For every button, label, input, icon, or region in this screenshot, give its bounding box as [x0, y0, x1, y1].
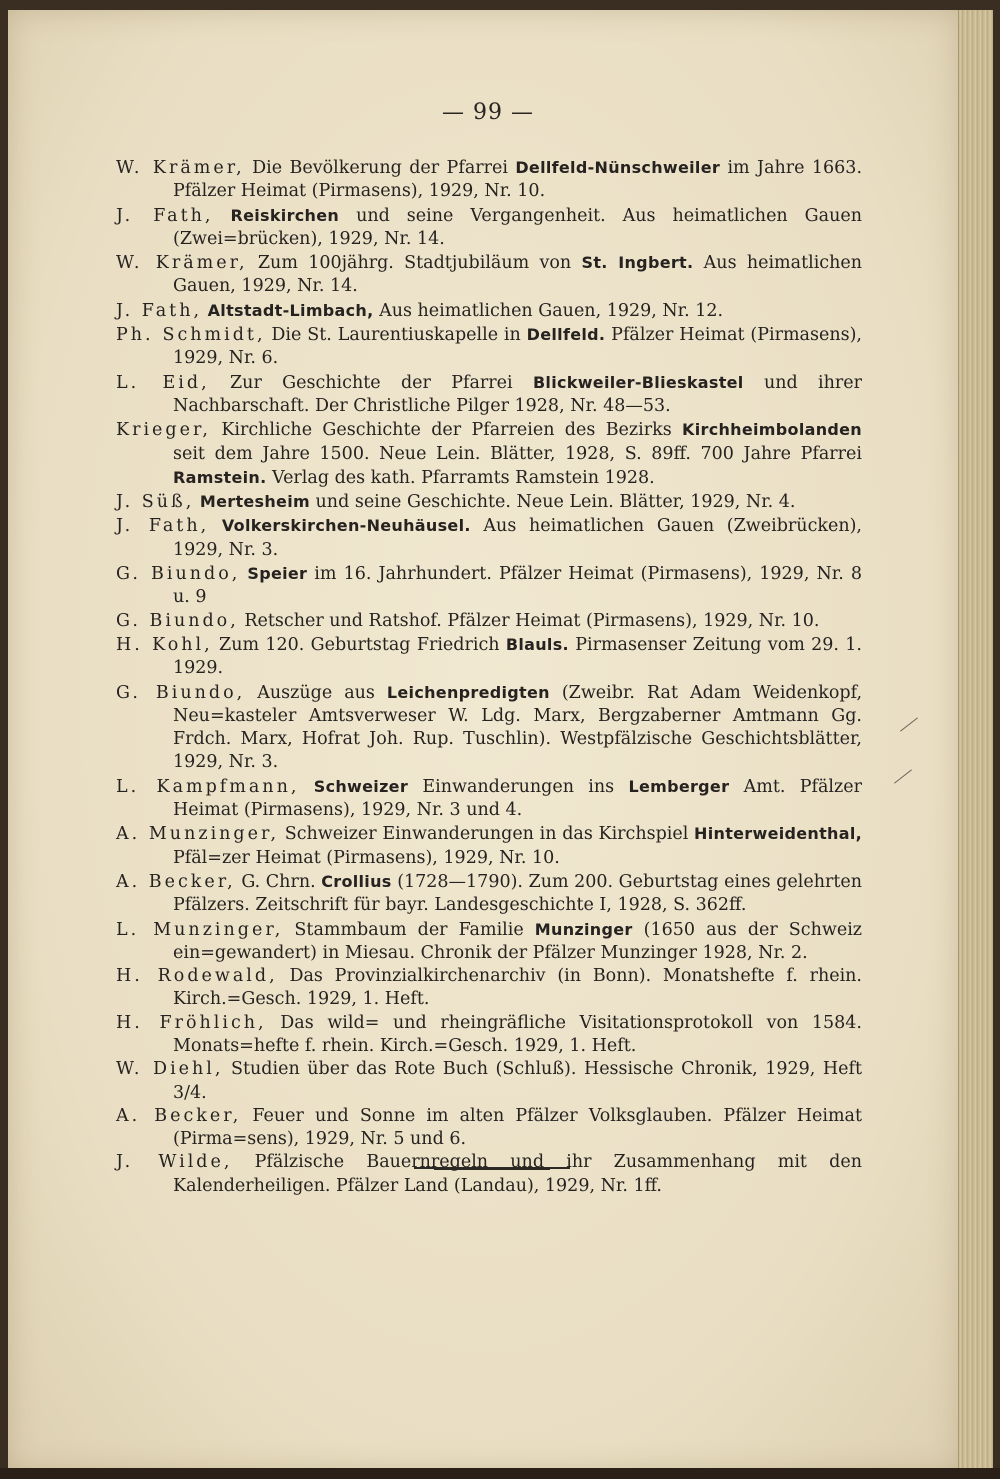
bibliography-entry	[116, 1105, 862, 1152]
bibliography-entry	[116, 490, 862, 514]
entry-place-name: Hinterweidenthal,	[694, 824, 862, 844]
entry-author: Krieger,	[116, 420, 211, 441]
entry-author: W. Krämer,	[116, 253, 248, 274]
bibliography-entry	[116, 514, 862, 562]
entry-place-name: Munzinger	[534, 919, 633, 939]
entry-text: Studien über das Rote Buch (Schluß). Hessische Chronik, 1929, Heft 3/4.	[173, 1059, 862, 1103]
entry-author: L. Eid,	[116, 372, 210, 393]
entry-author: H. Kohl,	[116, 634, 213, 655]
entry-author: G. Biundo,	[116, 610, 239, 631]
bibliography-entry	[116, 204, 862, 252]
bibliography-list	[116, 156, 862, 1198]
entry-text: Aus heimatlichen Gauen, 1929, Nr. 12.	[373, 300, 724, 321]
entry-text: Amt. Pfälzer Heimat (Pirmasens), 1929, Nr. 3 und 4.	[173, 776, 862, 821]
entry-text: Kirchliche Geschichte der Pfarreien des Bezirks	[210, 420, 683, 441]
entry-author: L. Munzinger,	[116, 919, 284, 940]
entry-text: Die St. Laurentiuskapelle in	[265, 325, 527, 346]
entry-author: J. Wilde,	[116, 1152, 233, 1173]
entry-place-name: Kirchheimbolanden	[682, 420, 862, 440]
page-edge	[958, 10, 993, 1472]
entry-text: und seine Geschichte. Neue Lein. Blätter, 1929, Nr. 4.	[309, 492, 796, 513]
entry-text: Aus heimatlichen Gauen (Zweibrücken), 1929, Nr. 3.	[173, 516, 862, 560]
entry-place-name: Blickweiler-Blieskastel	[532, 372, 744, 392]
entry-author: W. Krämer,	[116, 158, 245, 178]
entry-place-name: Schweizer	[313, 776, 409, 796]
entry-text: Feuer und Sonne im alten Pfälzer Volksglauben. Pfälzer Heimat (Pirma=sens), 1929, Nr. 5 und 6.	[173, 1105, 863, 1150]
bibliography-entry	[116, 156, 862, 204]
entry-text: und seine Vergangenheit. Aus heimatlichen Gauen (Zwei=brücken), 1929, Nr. 14.	[173, 205, 862, 249]
bibliography-entry	[116, 775, 862, 823]
entry-place-name: Reiskirchen	[230, 205, 340, 225]
bibliography-entry	[116, 323, 862, 371]
entry-text: Das Provinzialkirchenarchiv (in Bonn). Monatshefte f. rhein. Kirch.=Gesch. 1929, 1. Heft.	[173, 966, 862, 1010]
entry-author: J. Fath,	[116, 205, 214, 226]
entry-author: H. Rodewald,	[116, 966, 278, 987]
entry-text: Aus heimatlichen Gauen, 1929, Nr. 14.	[173, 253, 863, 297]
bibliography-entry	[116, 251, 862, 299]
entry-text: Einwanderungen ins	[408, 776, 629, 797]
entry-text	[209, 516, 222, 536]
bibliography-entry	[116, 610, 862, 633]
entry-place-name: Dellfeld.	[526, 325, 606, 345]
entry-text: Auszüge aus	[245, 682, 387, 703]
entry-text: Die Bevölkerung der Pfarrei	[244, 158, 516, 178]
entry-author: J. Süß,	[116, 492, 195, 513]
end-rule	[414, 1167, 570, 1169]
entry-text: Pirmasenser Zeitung vom 29. 1. 1929.	[173, 634, 862, 679]
bibliography-entry	[116, 681, 862, 775]
entry-author: A. Becker,	[116, 1105, 242, 1126]
entry-text: seit dem Jahre 1500. Neue Lein. Blätter, 1928, S. 89ff. 700 Jahre Pfarrei	[173, 443, 862, 464]
entry-text: Das wild= und rheingräfliche Visitationsprotokoll von 1584. Monats=hefte f. rhein. Kirch.=Gesch. 1929, 1. Heft.	[173, 1012, 862, 1056]
book-cover-edge	[0, 1468, 1000, 1479]
entry-place-name: Dellfeld-Nünschweiler	[515, 158, 721, 177]
entry-text	[213, 206, 230, 226]
entry-text: (1650 aus der Schweiz ein=gewandert) in Miesau. Chronik der Pfälzer Munzinger 1928, Nr. 2.	[173, 919, 863, 963]
bibliography-entry	[116, 562, 862, 610]
entry-text: Stammbaum der Familie	[283, 919, 535, 940]
entry-author: W. Diehl,	[116, 1059, 224, 1080]
entry-text: Verlag des kath. Pfarramts Ramstein 1928.	[266, 467, 655, 488]
bibliography-entry	[116, 418, 862, 490]
bibliography-entry	[116, 1151, 862, 1198]
bibliography-entry	[116, 299, 862, 323]
bibliography-entry	[116, 633, 862, 681]
entry-text: Pfäl=zer Heimat (Pirmasens), 1929, Nr. 10.	[173, 847, 560, 868]
entry-place-name: Ramstein.	[173, 467, 267, 487]
entry-place-name: Volkerskirchen-Neuhäusel.	[221, 516, 471, 536]
entry-text: Zum 120. Geburtstag Friedrich	[212, 634, 506, 655]
entry-author: H. Fröhlich,	[116, 1012, 267, 1033]
entry-author: G. Biundo,	[116, 564, 241, 585]
bibliography-entry	[116, 371, 862, 419]
entry-place-name: Crollius	[321, 871, 392, 891]
entry-text: (Zweibr. Rat Adam Weidenkopf, Neu=kasteler Amtsverweser W. Ldg. Marx, Bergzaberner Amtmann Gg. Frdch. Marx, Hofrat Joh. Rup. Tuschlin). Westpfälzische Geschichtsblätter, 1929, Nr. 3.	[173, 682, 863, 773]
entry-author: A. Becker,	[116, 871, 236, 892]
entry-place-name: Altstadt-Limbach,	[207, 300, 374, 320]
entry-place-name: St. Ingbert.	[581, 253, 694, 273]
entry-text: Schweizer Einwanderungen in das Kirchspiel	[279, 824, 695, 845]
entry-author: Ph. Schmidt,	[116, 325, 266, 346]
entry-text: Retscher und Ratshof. Pfälzer Heimat (Pirmasens), 1929, Nr. 10.	[238, 610, 820, 631]
bibliography-entry	[116, 1058, 862, 1105]
bibliography-entry	[116, 870, 862, 918]
entry-text: Zur Geschichte der Pfarrei	[209, 372, 533, 393]
entry-place-name: Blauls.	[505, 634, 569, 654]
bibliography-entry	[116, 1012, 862, 1059]
entry-place-name: Leichenpredigten	[386, 682, 550, 702]
page-number: — 99 —	[442, 100, 534, 125]
entry-author: J. Fath,	[116, 300, 203, 321]
entry-text: (1728—1790). Zum 200. Geburtstag eines gelehrten Pfälzers. Zeitschrift für bayr. Landesgeschichte I, 1928, S. 362ff.	[173, 871, 863, 916]
entry-place-name: Mertesheim	[199, 492, 310, 512]
bibliography-entry	[116, 822, 862, 870]
entry-text: und ihrer Nachbarschaft. Der Christliche Pilger 1928, Nr. 48—53.	[173, 372, 862, 416]
entry-text: Pfälzische Bauernregeln und ihr Zusammenhang mit den Kalenderheiligen. Pfälzer Land (Landau), 1929, Nr. 1ff.	[173, 1152, 862, 1196]
entry-text: Zum 100jährg. Stadtjubiläum von	[247, 253, 582, 274]
entry-author: G. Biundo,	[116, 682, 246, 703]
entry-place-name: Lemberger	[628, 776, 730, 796]
bibliography-entry	[116, 965, 862, 1012]
entry-text: im 16. Jahrhundert. Pfälzer Heimat (Pirmasens), 1929, Nr. 8 u. 9	[173, 564, 862, 608]
entry-text: Pfälzer Heimat (Pirmasens), 1929, Nr. 6.	[173, 325, 862, 369]
entry-author: J. Fath,	[116, 516, 210, 537]
entry-author: L. Kampfmann,	[116, 776, 300, 797]
entry-author: A. Munzinger,	[116, 824, 280, 845]
entry-text: G. Chrn.	[235, 871, 322, 892]
entry-text	[299, 777, 313, 797]
entry-text: im Jahre 1663. Pfälzer Heimat (Pirmasens), 1929, Nr. 10.	[173, 158, 863, 202]
entry-place-name: Speier	[247, 564, 308, 584]
bibliography-entry	[116, 918, 862, 966]
